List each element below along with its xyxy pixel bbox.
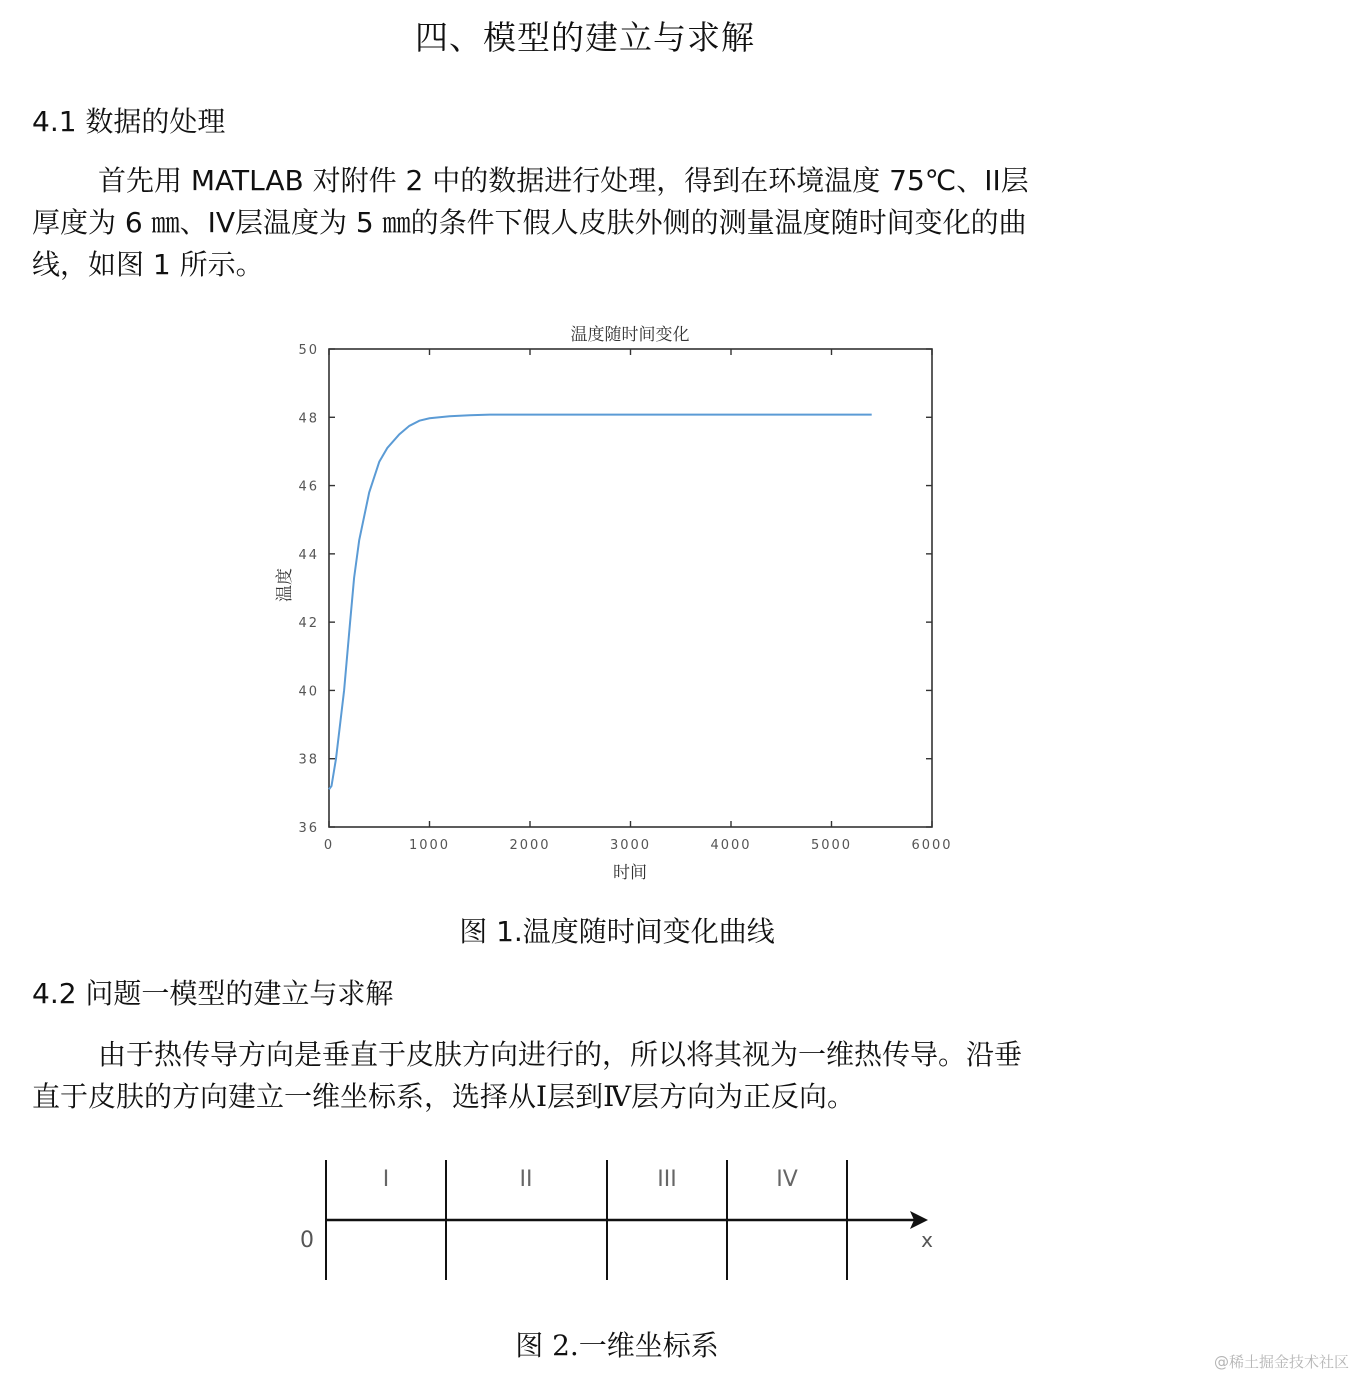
layer-label: III <box>657 1167 677 1192</box>
layer-label: II <box>519 1167 533 1192</box>
heading-4-1: 4.1 数据的处理 <box>32 105 226 138</box>
chart-title: 温度随时间变化 <box>570 325 690 345</box>
coordinate-diagram <box>280 1150 960 1290</box>
y-tick-label: 50 <box>298 343 319 358</box>
chart-ticks <box>298 343 952 853</box>
origin-label: 0 <box>300 1228 314 1253</box>
y-tick-label: 40 <box>298 684 319 700</box>
temperature-chart <box>250 315 970 895</box>
y-tick-label: 36 <box>298 821 319 836</box>
watermark: @稀土掘金技术社区 <box>1213 1353 1349 1371</box>
y-axis-label: 温度 <box>275 568 295 602</box>
x-axis-name: x <box>921 1228 933 1252</box>
layer-label: I <box>382 1167 390 1192</box>
layer-label: IV <box>776 1167 798 1192</box>
paragraph-line: 首先用 MATLAB 对附件 2 中的数据进行处理，得到在环境温度 75℃、II层 <box>98 164 1029 197</box>
paragraph-4-1 <box>32 160 1142 286</box>
x-tick-label: 6000 <box>911 838 953 853</box>
x-tick-label: 4000 <box>710 838 752 853</box>
y-tick-label: 42 <box>298 616 319 632</box>
x-tick-label: 5000 <box>810 838 853 853</box>
paragraph-line: 直于皮肤的方向建立一维坐标系，选择从Ⅰ层到Ⅳ层方向为正反向。 <box>32 1080 856 1113</box>
y-tick-label: 38 <box>298 752 319 768</box>
x-tick-label: 2000 <box>509 838 551 853</box>
paragraph-4-2 <box>32 1034 1142 1118</box>
x-tick-label: 0 <box>323 838 335 853</box>
paragraph-line: 由于热传导方向是垂直于皮肤方向进行的，所以将其视为一维热传导。沿垂 <box>98 1038 1023 1071</box>
heading-4-2: 4.2 问题一模型的建立与求解 <box>32 977 394 1010</box>
x-tick-label: 3000 <box>609 838 652 853</box>
y-tick-label: 46 <box>298 479 319 495</box>
y-tick-label: 44 <box>298 547 319 563</box>
paragraph-line: 线，如图 1 所示。 <box>32 248 264 281</box>
section-title: 四、模型的建立与求解 <box>415 18 755 57</box>
paragraph-line: 厚度为 6 ㎜、IV层温度为 5 ㎜的条件下假人皮肤外侧的测量温度随时间变化的曲 <box>32 206 1027 239</box>
temperature-line <box>329 415 872 790</box>
x-tick-label: 1000 <box>408 838 451 853</box>
x-axis-label: 时间 <box>613 863 647 883</box>
figure-2-caption: 图 2.一维坐标系 <box>515 1329 719 1362</box>
figure-1-caption: 图 1.温度随时间变化曲线 <box>459 915 775 948</box>
y-tick-label: 48 <box>298 411 319 427</box>
